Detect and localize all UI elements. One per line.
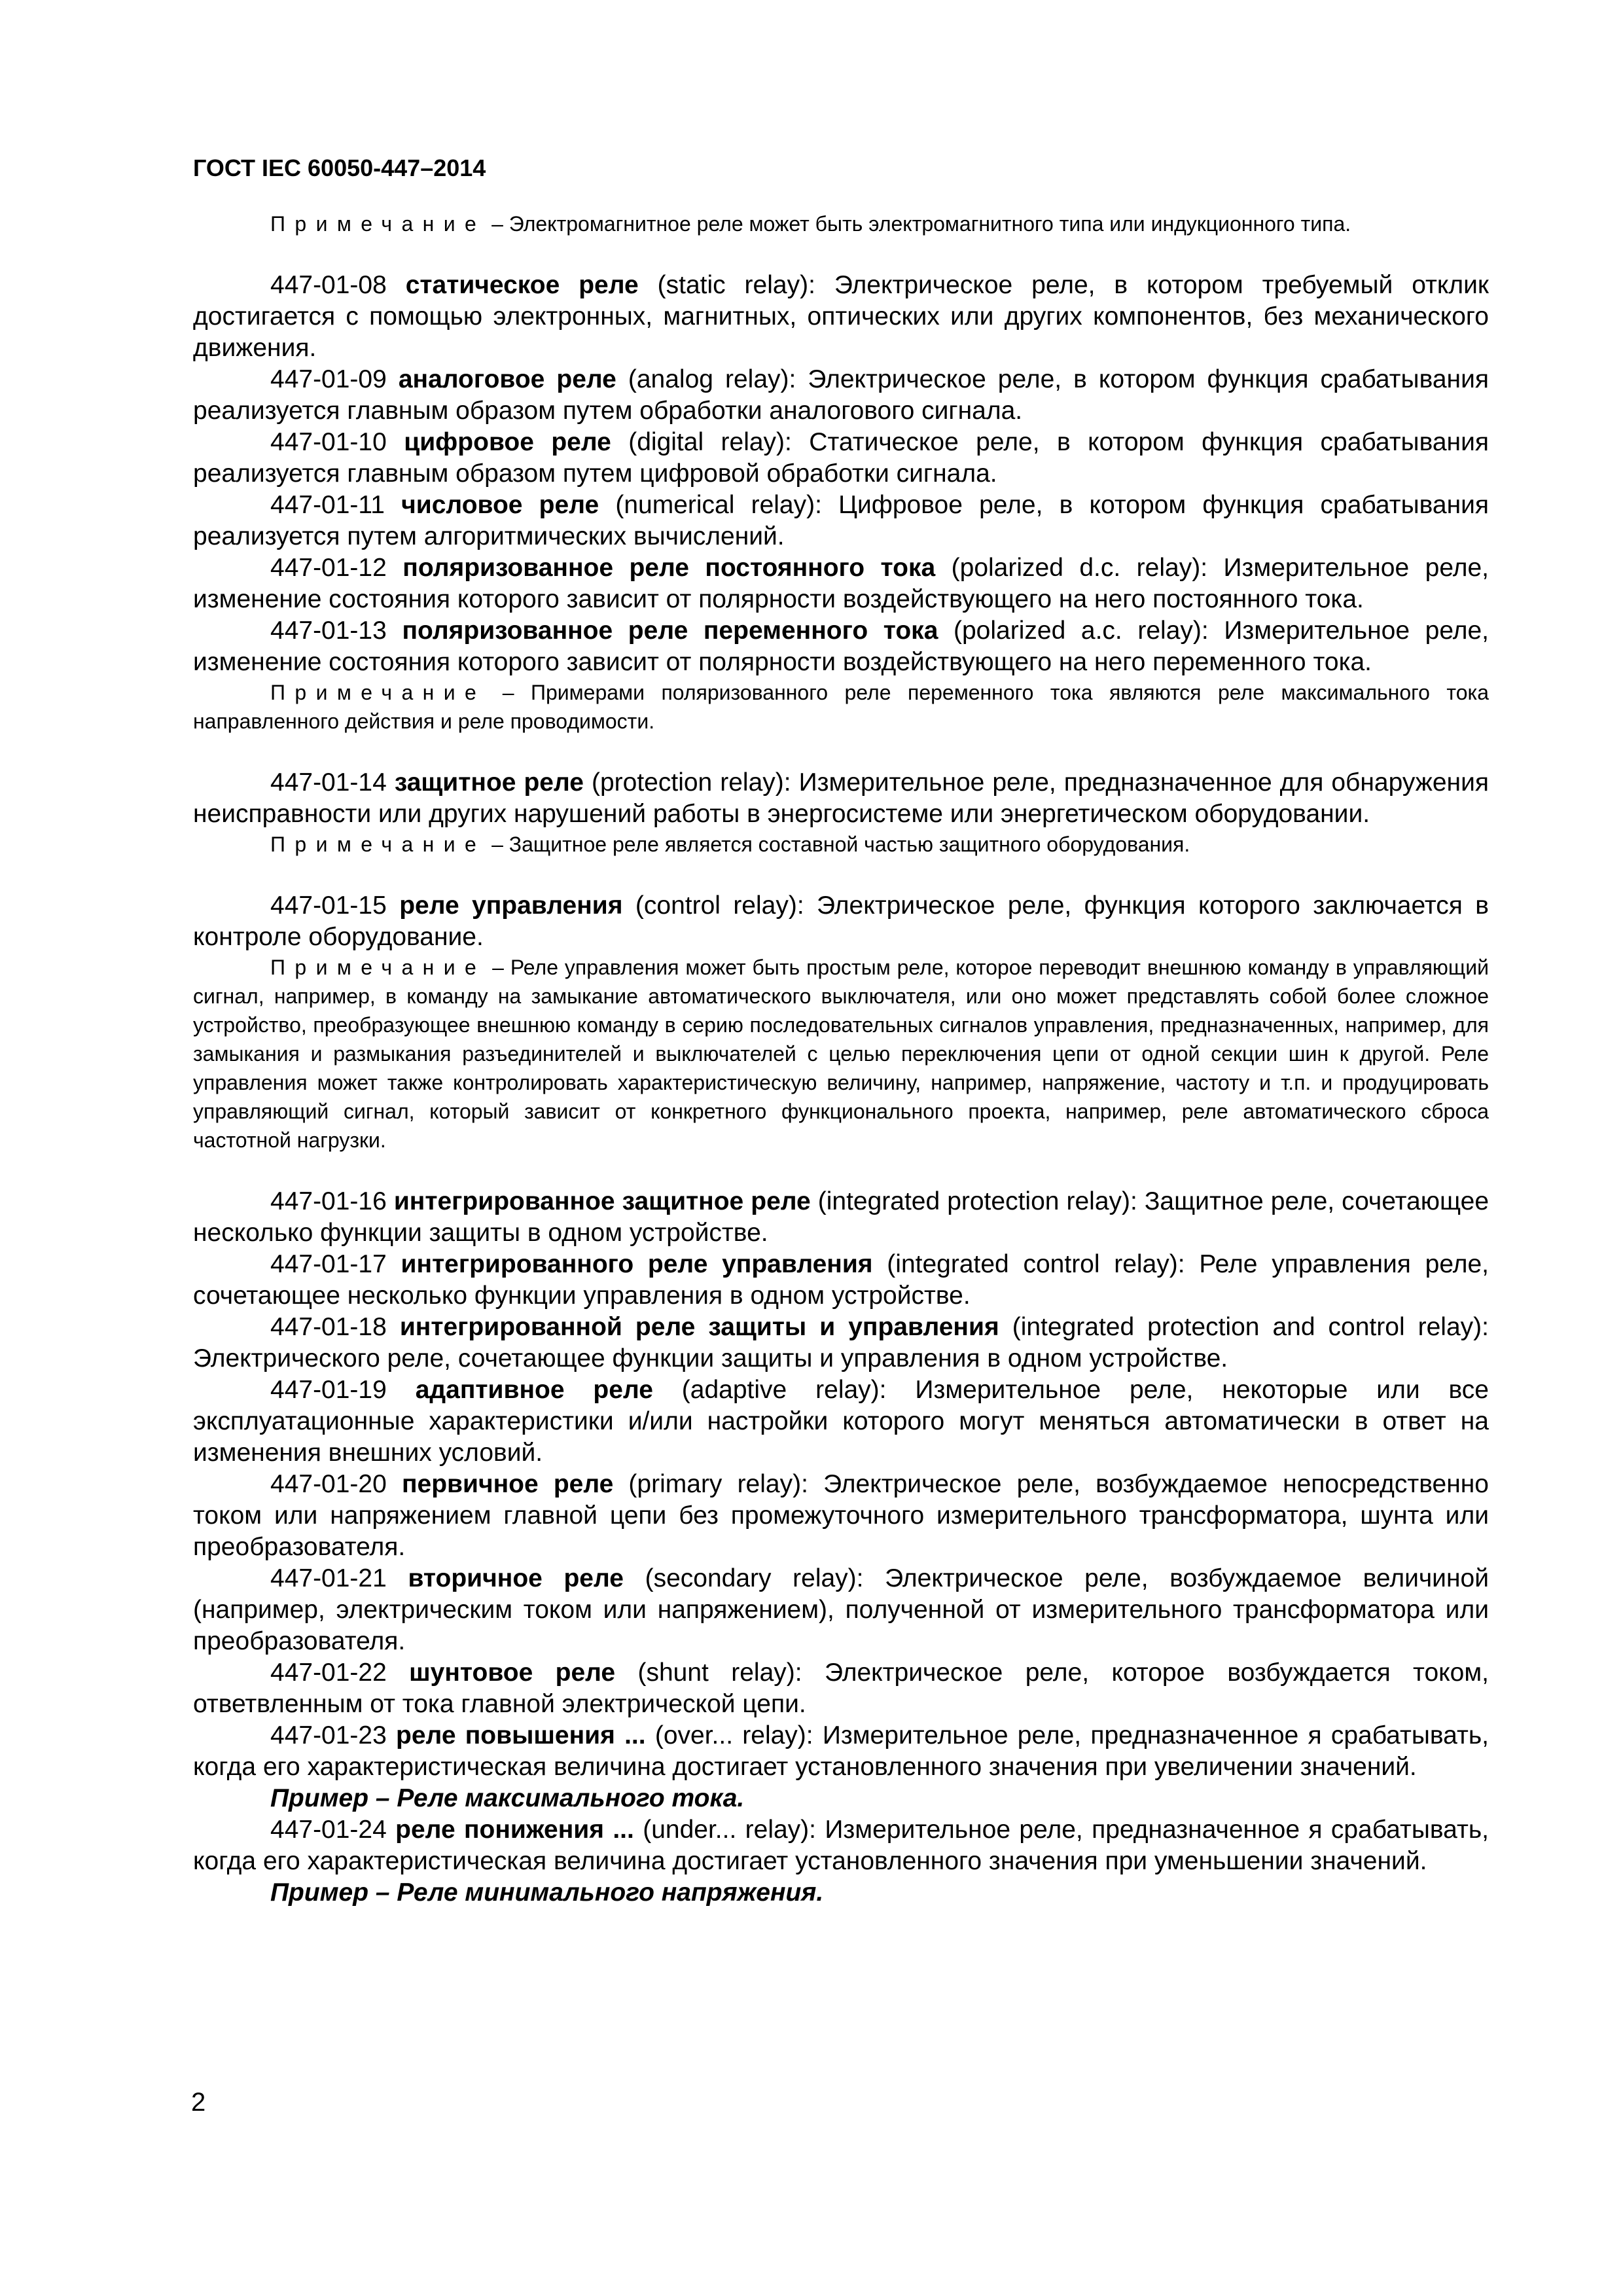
term-number: 447-01-13 <box>270 617 387 645</box>
term-name: цифровое реле <box>404 428 611 456</box>
term-number: 447-01-22 <box>270 1659 387 1687</box>
term-number: 447-01-23 <box>270 1721 387 1749</box>
term-definition: (numerical relay): Цифровое реле, в котором функция срабатывания реализуется путем алгоритмических вычислений. <box>193 491 1489 550</box>
term-definition: (integrated protection and control relay): Электрического реле, сочетающее функции защиты и управления в одном устройстве. <box>193 1313 1489 1372</box>
note-paragraph <box>193 678 1489 736</box>
term-number: 447-01-19 <box>270 1376 387 1404</box>
document-body <box>193 209 1489 1909</box>
note-paragraph <box>193 953 1489 1155</box>
term-name: шунтовое реле <box>409 1659 616 1687</box>
term-number: 447-01-17 <box>270 1250 387 1278</box>
term-name: первичное реле <box>401 1470 614 1498</box>
term-number: 447-01-15 <box>270 891 387 920</box>
note-label: Примечание <box>270 833 486 856</box>
term-number: 447-01-14 <box>270 768 387 797</box>
document-header: ГОСТ IEC 60050-447–2014 <box>193 154 486 181</box>
definition-447-01-22 <box>193 1657 1489 1720</box>
definition-447-01-11 <box>193 490 1489 552</box>
term-name: реле повышения ... <box>396 1721 646 1749</box>
note-label: Примечание <box>270 681 486 704</box>
term-name: адаптивное реле <box>415 1376 653 1404</box>
term-number: 447-01-11 <box>270 491 385 519</box>
note-text: – Электромагнитное реле может быть электромагнитного типа или индукционного типа. <box>486 212 1351 236</box>
example-paragraph: Пример – Реле максимального тока. <box>270 1784 745 1812</box>
term-definition: (adaptive relay): Измерительное реле, некоторые или все эксплуатационные характеристики и/или настройки которого могут меняться автоматически в ответ на изменения внешних условий. <box>193 1376 1489 1467</box>
term-definition: (static relay): Электрическое реле, в котором требуемый отклик достигается с помощью электронных, магнитных, оптических или других компонентов, без механического движения. <box>193 271 1489 362</box>
definition-447-01-12 <box>193 552 1489 615</box>
note-label: Примечание <box>270 212 486 236</box>
note-text: – Примерами поляризованного реле переменного тока являются реле максимального тока направленного действия и реле проводимости. <box>193 681 1489 733</box>
term-definition: (shunt relay): Электрическое реле, которое возбуждается током, ответвленным от тока главной электрической цепи. <box>193 1659 1489 1718</box>
term-definition: (control relay): Электрическое реле, функция которого заключается в контроле оборудование. <box>193 891 1489 951</box>
term-name: защитное реле <box>394 768 584 797</box>
definition-447-01-23 <box>193 1720 1489 1783</box>
definition-447-01-18 <box>193 1312 1489 1374</box>
term-number: 447-01-10 <box>270 428 387 456</box>
term-name: интегрированной реле защиты и управления <box>399 1313 999 1341</box>
term-number: 447-01-09 <box>270 365 387 393</box>
term-number: 447-01-16 <box>270 1187 387 1215</box>
term-definition: (analog relay): Электрическое реле, в котором функция срабатывания реализуется главным образом путем обработки аналогового сигнала. <box>193 365 1489 425</box>
term-number: 447-01-12 <box>270 554 387 582</box>
term-name: статическое реле <box>405 271 639 299</box>
term-definition: (integrated protection relay): Защитное реле, сочетающее несколько функции защиты в одном устройстве. <box>193 1187 1489 1247</box>
definition-447-01-17 <box>193 1249 1489 1312</box>
term-name: поляризованное реле постоянного тока <box>402 554 936 582</box>
term-name: реле управления <box>399 891 623 920</box>
definition-447-01-15 <box>193 890 1489 953</box>
definition-447-01-09 <box>193 364 1489 427</box>
note-text: – Реле управления может быть простым реле, которое переводит внешнюю команду в управляющий сигнал, например, в команду на замыкание автоматического выключателя, или оно может представлять собой более сложное устройство, преобразующее внешнюю команду в серию последовательных сигналов управления, предназначенных, например, для замыкания и размыкания разъединителей и выключателей с целью переключения цепи от одной секции шин к другой. Реле управления может также контролировать характеристическую величину, например, напряжение, частоту и т.п. и продуцировать управляющий сигнал, который зависит от конкретного функционального проекта, например, реле автоматического сброса частотной нагрузки. <box>193 956 1489 1152</box>
term-definition: (primary relay): Электрическое реле, возбуждаемое непосредственно током или напряжением главной цепи без промежуточного измерительного трансформатора, шунта или преобразователя. <box>193 1470 1489 1561</box>
term-name: вторичное реле <box>408 1564 624 1592</box>
term-definition: (protection relay): Измерительное реле, предназначенное для обнаружения неисправности или других нарушений работы в энергосистеме или энергетическом оборудовании. <box>193 768 1489 828</box>
term-number: 447-01-20 <box>270 1470 387 1498</box>
definition-447-01-13 <box>193 615 1489 678</box>
term-name: поляризованное реле переменного тока <box>402 617 938 645</box>
definition-447-01-21 <box>193 1563 1489 1657</box>
note-paragraph <box>193 209 1489 238</box>
note-paragraph <box>193 830 1489 859</box>
definition-447-01-19 <box>193 1374 1489 1469</box>
term-number: 447-01-21 <box>270 1564 387 1592</box>
term-name: числовое реле <box>401 491 599 519</box>
definition-447-01-10 <box>193 427 1489 490</box>
term-name: аналоговое реле <box>398 365 616 393</box>
term-definition: (polarized d.c. relay): Измерительное реле, изменение состояния которого зависит от полярности воздействующего на него постоянного тока. <box>193 554 1489 613</box>
term-name: интегрированное защитное реле <box>393 1187 811 1215</box>
term-definition: (polarized a.c. relay): Измерительное реле, изменение состояния которого зависит от полярности воздействующего на него переменного тока. <box>193 617 1489 676</box>
term-definition: (under... relay): Измерительное реле, предназначенное я срабатывать, когда его характеристическая величина достигает установленного значения при уменьшении значений. <box>193 1816 1489 1875</box>
term-definition: (digital relay): Статическое реле, в котором функция срабатывания реализуется главным образом путем цифровой обработки сигнала. <box>193 428 1489 488</box>
term-definition: (integrated control relay): Реле управления реле, сочетающее несколько функции управления в одном устройстве. <box>193 1250 1489 1310</box>
term-definition: (secondary relay): Электрическое реле, возбуждаемое величиной (например, электрическим током или напряжением), полученной от измерительного трансформатора или преобразователя. <box>193 1564 1489 1655</box>
definition-447-01-14 <box>193 767 1489 830</box>
note-text: – Защитное реле является составной частью защитного оборудования. <box>486 833 1190 856</box>
term-number: 447-01-08 <box>270 271 387 299</box>
definition-447-01-16 <box>193 1186 1489 1249</box>
example-paragraph: Пример – Реле минимального напряжения. <box>270 1878 824 1907</box>
page-number: 2 <box>191 2088 206 2117</box>
definition-447-01-08 <box>193 270 1489 364</box>
term-name: реле понижения ... <box>395 1816 634 1844</box>
term-number: 447-01-18 <box>270 1313 387 1341</box>
note-label: Примечание <box>270 956 486 979</box>
definition-447-01-24 <box>193 1814 1489 1877</box>
term-definition: (over... relay): Измерительное реле, предназначенное я срабатывать, когда его характеристическая величина достигает установленного значения при увеличении значений. <box>193 1721 1489 1781</box>
term-number: 447-01-24 <box>270 1816 387 1844</box>
term-name: интегрированного реле управления <box>401 1250 873 1278</box>
definition-447-01-20 <box>193 1469 1489 1563</box>
